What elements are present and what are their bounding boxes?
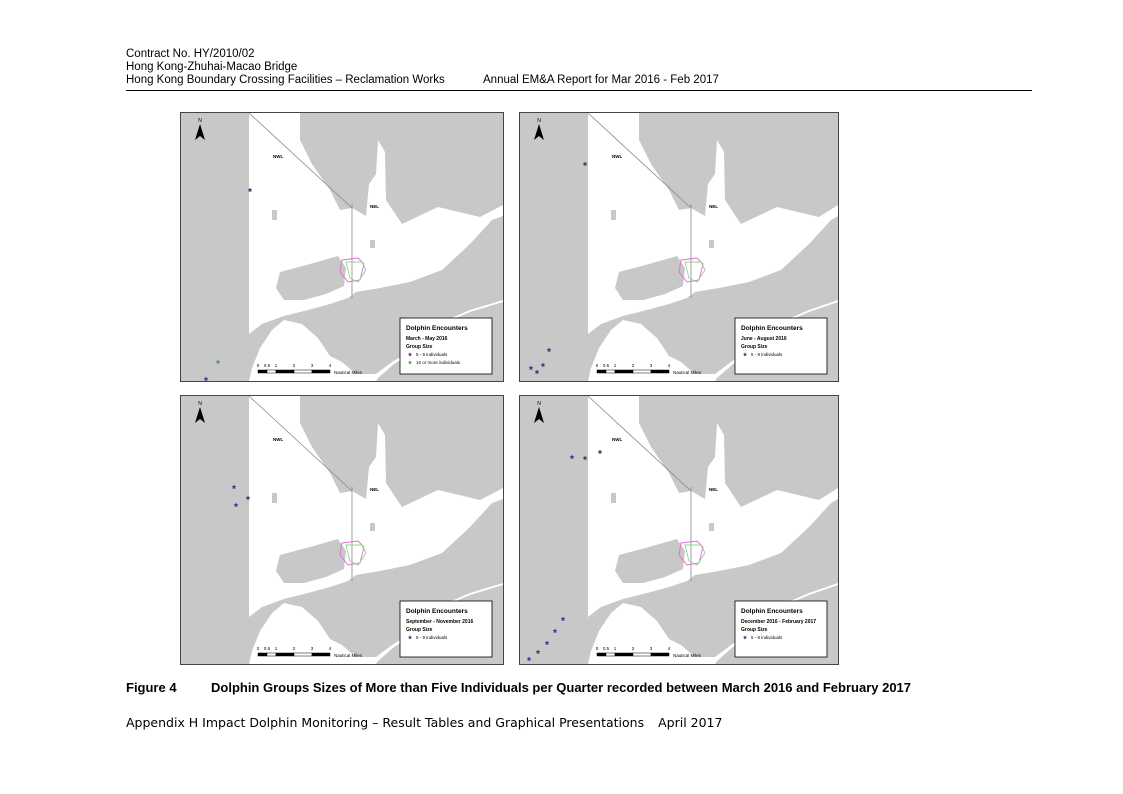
scale-segment (267, 370, 276, 373)
scale-segment (312, 370, 330, 373)
north-label: N (198, 118, 202, 124)
figure-number: Figure 4 (126, 680, 177, 695)
scale-unit-label: Nautical Miles (673, 653, 702, 658)
scale-unit-label: Nautical Miles (334, 653, 363, 658)
scale-segment (258, 370, 267, 373)
scale-tick-label: 4 (328, 646, 332, 651)
legend (400, 318, 492, 374)
north-label: N (537, 401, 541, 407)
islet (370, 240, 375, 248)
nwl-label: NWL (612, 437, 623, 442)
scale-tick-label: 2 (292, 363, 296, 368)
islet (659, 317, 665, 323)
legend (400, 601, 492, 657)
scale-segment (267, 653, 276, 656)
nwl-label: NWL (273, 154, 284, 159)
scale-segment (606, 653, 615, 656)
west-land (181, 396, 249, 664)
nel-label: NEL (370, 204, 379, 209)
scale-tick-label: 0 (595, 363, 599, 368)
scale-segment (597, 370, 606, 373)
map-panel-mar-may-2016 (180, 112, 504, 382)
scale-segment (276, 653, 294, 656)
legend-group-size: Group Size (406, 627, 433, 633)
islet (320, 600, 326, 606)
legend-group-size: Group Size (741, 627, 768, 633)
scale-segment (597, 653, 606, 656)
scale-segment (294, 370, 312, 373)
map-svg (519, 395, 839, 665)
legend-group-size: Group Size (406, 344, 433, 350)
scale-tick-label: 2 (292, 646, 296, 651)
nel-label: NEL (709, 487, 718, 492)
scale-segment (651, 370, 669, 373)
footer-appendix: Appendix H Impact Dolphin Monitoring – Result Tables and Graphical Presentations (126, 715, 645, 730)
report-name: Annual EM&A Report for Mar 2016 - Feb 2017 (483, 74, 719, 86)
legend-group-size: Group Size (741, 344, 768, 350)
legend-item-label: 5 - 9 individuals (751, 635, 783, 640)
scale-tick-label: 3 (649, 363, 653, 368)
scale-tick-label: 3 (310, 363, 314, 368)
legend-title: Dolphin Encounters (406, 325, 468, 332)
scale-segment (606, 370, 615, 373)
page-footer (126, 715, 722, 730)
islet (709, 523, 714, 531)
legend-period: December 2016 - February 2017 (741, 619, 817, 625)
legend-period: June - August 2016 (741, 336, 787, 342)
nel-label: NEL (370, 487, 379, 492)
legend-period: September - November 2016 (406, 619, 474, 625)
islet (370, 523, 375, 531)
scale-tick-label: 3 (649, 646, 653, 651)
scale-segment (276, 370, 294, 373)
scale-tick-label: 1 (274, 646, 278, 651)
figure-title: Dolphin Groups Sizes of More than Five Individuals per Quarter recorded between March 2016 and February 2017 (211, 680, 912, 695)
scale-tick-label: 0.5 (263, 646, 271, 651)
legend-item-label: 5 - 9 individuals (751, 352, 783, 357)
islet (611, 493, 616, 503)
islet (272, 493, 277, 503)
scale-tick-label: 2 (631, 363, 635, 368)
west-land (181, 113, 249, 381)
scale-segment (294, 653, 312, 656)
islet (272, 210, 277, 220)
west-land (520, 396, 588, 664)
scale-tick-label: 4 (328, 363, 332, 368)
scale-segment (615, 370, 633, 373)
west-land (520, 113, 588, 381)
islet (611, 210, 616, 220)
map-panel-sep-nov-2016 (180, 395, 504, 665)
map-svg (519, 112, 839, 382)
project-name: Hong Kong-Zhuhai-Macao Bridge (126, 61, 298, 73)
legend-title: Dolphin Encounters (406, 608, 468, 615)
scale-segment (651, 653, 669, 656)
scale-tick-label: 0.5 (602, 363, 610, 368)
north-label: N (537, 118, 541, 124)
scale-tick-label: 0.5 (602, 646, 610, 651)
scale-tick-label: 0 (256, 363, 260, 368)
scale-segment (258, 653, 267, 656)
scale-tick-label: 4 (667, 363, 671, 368)
scale-tick-label: 4 (667, 646, 671, 651)
works-name: Hong Kong Boundary Crossing Facilities – Reclamation Works (126, 74, 445, 86)
scale-segment (312, 653, 330, 656)
scale-tick-label: 0 (256, 646, 260, 651)
islet (709, 240, 714, 248)
scale-segment (615, 653, 633, 656)
scale-tick-label: 1 (274, 363, 278, 368)
scale-tick-label: 3 (310, 646, 314, 651)
nwl-label: NWL (273, 437, 284, 442)
scale-segment (633, 370, 651, 373)
legend (735, 601, 827, 657)
scale-segment (633, 653, 651, 656)
contract-number: Contract No. HY/2010/02 (126, 48, 255, 60)
legend-item-label: 5 - 9 individuals (416, 352, 448, 357)
legend-item-label: 5 - 9 individuals (416, 635, 448, 640)
nwl-label: NWL (612, 154, 623, 159)
map-panel-jun-aug-2016 (519, 112, 839, 382)
scale-tick-label: 1 (613, 646, 617, 651)
map-svg (180, 395, 504, 665)
header-rule (126, 90, 1032, 91)
north-label: N (198, 401, 202, 407)
scale-unit-label: Nautical Miles (673, 370, 702, 375)
scale-tick-label: 0.5 (263, 363, 271, 368)
map-panel-dec-feb-2017 (519, 395, 839, 665)
islet (659, 600, 665, 606)
legend-item-label: 10 or more individuals (416, 360, 461, 365)
scale-tick-label: 0 (595, 646, 599, 651)
legend-title: Dolphin Encounters (741, 608, 803, 615)
footer-date: April 2017 (658, 715, 723, 730)
scale-tick-label: 1 (613, 363, 617, 368)
map-svg (180, 112, 504, 382)
scale-tick-label: 2 (631, 646, 635, 651)
legend-period: March - May 2016 (406, 336, 448, 342)
nel-label: NEL (709, 204, 718, 209)
scale-unit-label: Nautical Miles (334, 370, 363, 375)
legend-title: Dolphin Encounters (741, 325, 803, 332)
islet (320, 317, 326, 323)
legend (735, 318, 827, 374)
